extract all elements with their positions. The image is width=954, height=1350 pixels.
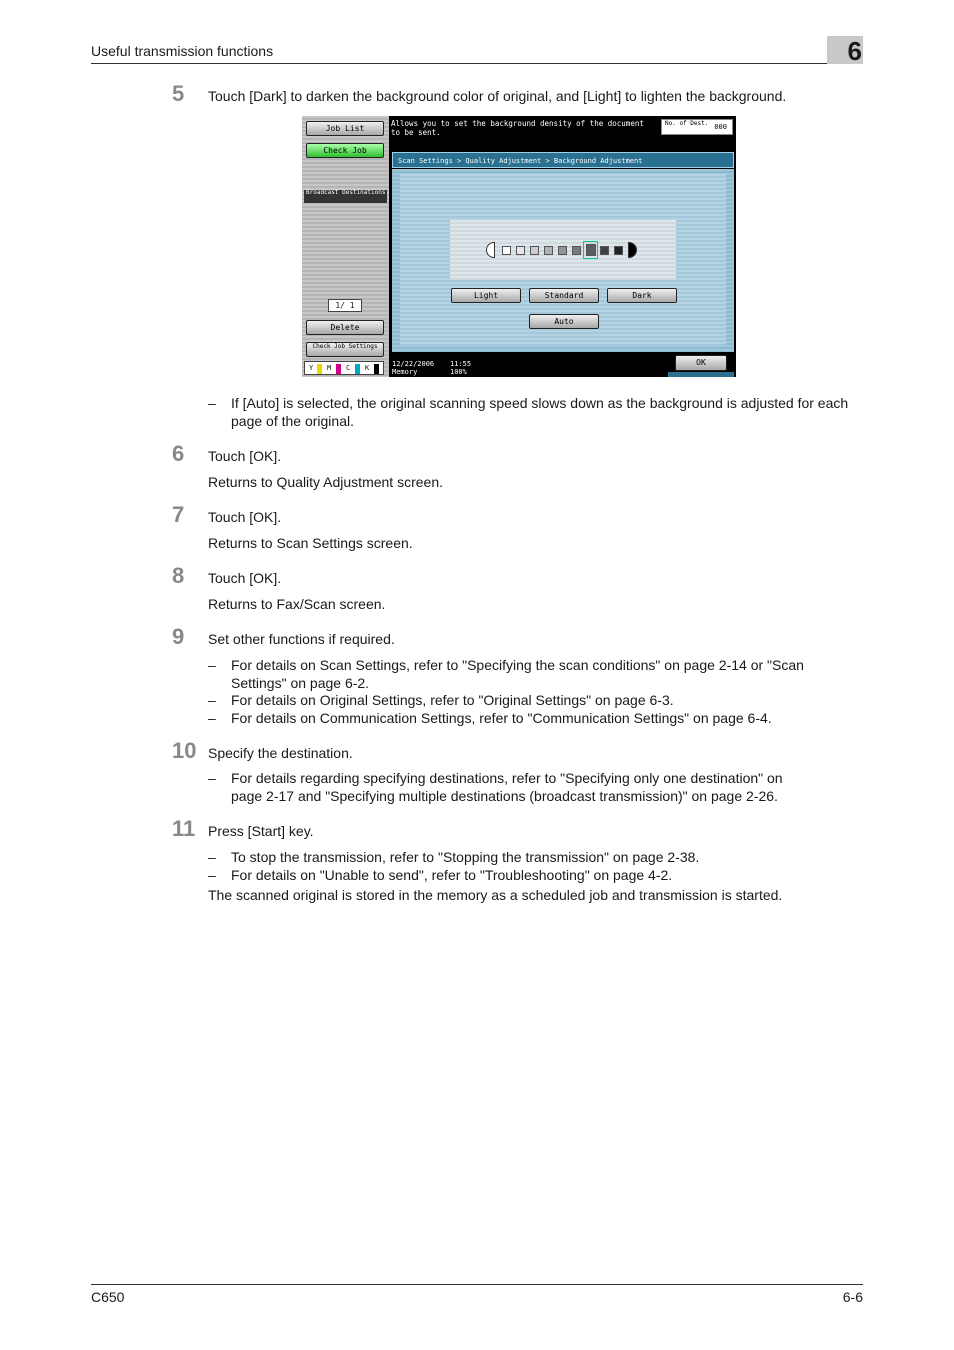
- step-number: 6: [172, 441, 185, 466]
- density-level[interactable]: [516, 246, 525, 255]
- density-level[interactable]: [614, 246, 623, 255]
- step-result: Returns to Fax/Scan screen.: [208, 596, 386, 612]
- step-number: 9: [172, 624, 185, 649]
- ok-button[interactable]: OK: [675, 355, 727, 371]
- main-area: [392, 169, 734, 352]
- step-number: 7: [172, 502, 185, 527]
- control-panel-screenshot: [302, 116, 736, 377]
- left-sidebar: [302, 116, 389, 377]
- date: 12/22/2006: [392, 360, 435, 368]
- density-level[interactable]: [558, 246, 567, 255]
- closing-text: The scanned original is stored in the memory as a scheduled job and transmission is started.: [208, 887, 783, 903]
- page-header: [91, 36, 863, 66]
- step-text: Press [Start] key.: [208, 823, 314, 839]
- density-level[interactable]: [600, 246, 609, 255]
- dark-button[interactable]: Dark: [607, 288, 677, 303]
- density-scale: [450, 220, 676, 280]
- toner-label-y: Y: [309, 364, 314, 372]
- check-job-settings-button[interactable]: Check Job Settings: [306, 342, 384, 357]
- section-title: Useful transmission functions: [91, 43, 274, 59]
- page-indicator: 1/ 1: [328, 299, 362, 312]
- density-level-selected[interactable]: [586, 244, 596, 256]
- chapter-number: 6: [827, 36, 863, 64]
- toner-bar-y: [317, 364, 322, 374]
- step-result: Returns to Quality Adjustment screen.: [208, 474, 443, 490]
- light-end-icon: [486, 242, 495, 258]
- toner-label-c: C: [346, 364, 351, 372]
- breadcrumb: Scan Settings > Quality Adjustment > Background Adjustment: [392, 152, 734, 168]
- settings-area: [400, 174, 726, 346]
- page-footer: [91, 1284, 863, 1305]
- bullet-item: – For details on "Unable to send", refer to "Troubleshooting" on page 4-2.: [208, 866, 848, 884]
- bullet-item: – For details on Original Settings, refer to "Original Settings" on page 6-3.: [208, 691, 848, 709]
- standard-button[interactable]: Standard: [529, 288, 599, 303]
- density-level[interactable]: [502, 246, 511, 255]
- check-job-button[interactable]: Check Job: [306, 143, 384, 158]
- light-button[interactable]: Light: [451, 288, 521, 303]
- step-result: Returns to Scan Settings screen.: [208, 535, 413, 551]
- step-number: 5: [172, 81, 185, 106]
- dark-end-icon: [628, 242, 637, 258]
- toner-label-m: M: [327, 364, 332, 372]
- counter-value: 000: [714, 123, 727, 131]
- toner-bar-c: [355, 364, 360, 374]
- step-text: Set other functions if required.: [208, 631, 395, 647]
- step-text: Touch [OK].: [208, 509, 282, 525]
- time: 11:55: [450, 360, 472, 368]
- destination-counter: [661, 119, 733, 135]
- auto-button[interactable]: Auto: [529, 314, 599, 329]
- status-bar: [392, 354, 672, 377]
- step-text: Touch [OK].: [208, 448, 282, 464]
- toner-bar-m: [336, 364, 341, 374]
- step-text: Touch [OK].: [208, 570, 282, 586]
- model-name: C650: [91, 1289, 125, 1305]
- memory-value: 100%: [450, 368, 467, 376]
- density-level[interactable]: [544, 246, 553, 255]
- bullet-item: – For details regarding specifying destinations, refer to "Specifying only one destination" on page 2-17 and "Specifying multiple destinations (broadcast transmission)" on page 2-26.: [208, 769, 816, 805]
- step-number: 10: [172, 738, 197, 763]
- toner-bar-k: [374, 364, 379, 374]
- density-level[interactable]: [572, 246, 581, 255]
- help-message: Allows you to set the background density of the document to be sent.: [391, 119, 644, 137]
- delete-button[interactable]: Delete: [306, 320, 384, 335]
- memory-label: Memory: [392, 368, 418, 376]
- bullet-item: – To stop the transmission, refer to "Stopping the transmission" on page 2-38.: [208, 848, 848, 866]
- counter-label: No. of Dest.: [665, 120, 709, 127]
- ok-accent-bar: [668, 372, 734, 377]
- density-level[interactable]: [530, 246, 539, 255]
- step-text: Specify the destination.: [208, 745, 353, 761]
- step-number: 8: [172, 563, 185, 588]
- step-number: 11: [172, 816, 196, 841]
- page-number: 6-6: [842, 1289, 863, 1305]
- bullet-item: – For details on Communication Settings, refer to "Communication Settings" on page 6-4.: [208, 709, 848, 727]
- job-list-button[interactable]: Job List: [306, 121, 384, 136]
- bullet-item: – For details on Scan Settings, refer to "Specifying the scan conditions" on page 2-14 or "Scan Settings" on page 6-2.: [208, 656, 838, 692]
- step-text: Touch [Dark] to darken the background color of original, and [Light] to lighten the background.: [208, 88, 787, 104]
- toner-levels: [304, 361, 384, 375]
- toner-label-k: K: [365, 364, 370, 372]
- note-bullet: – If [Auto] is selected, the original scanning speed slows down as the background is adjusted for each page of the original.: [208, 394, 864, 430]
- broadcast-destinations-label: Broadcast Destinations: [304, 190, 387, 203]
